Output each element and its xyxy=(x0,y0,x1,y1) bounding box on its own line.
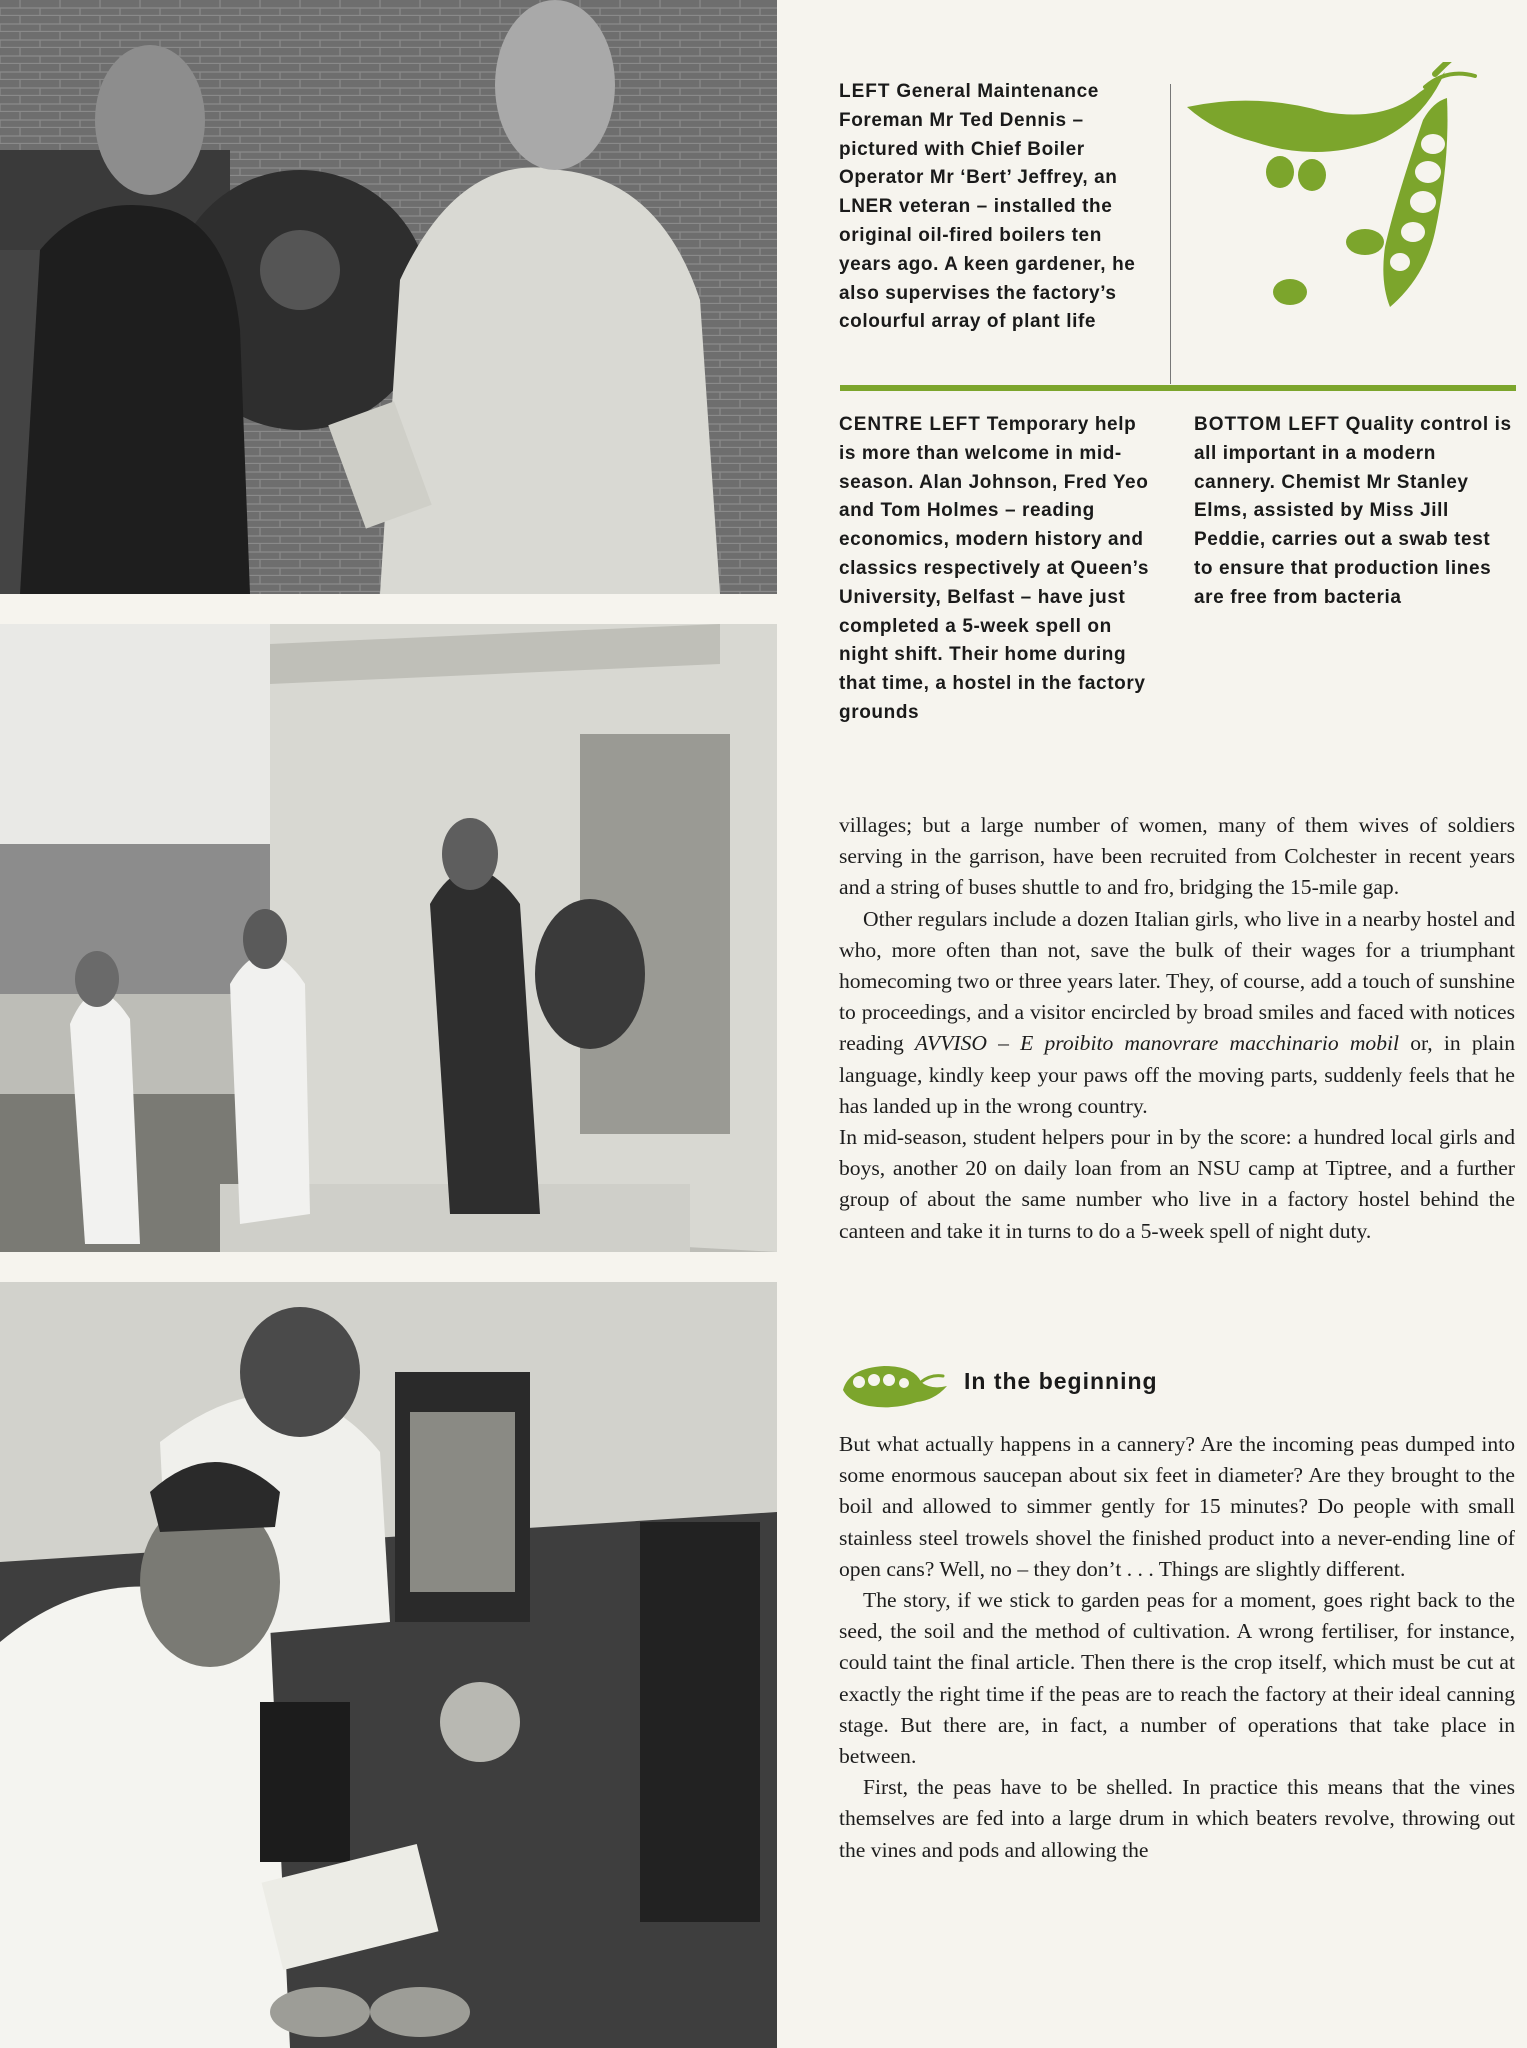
caption-left-lead: LEFT xyxy=(839,81,891,102)
paragraph: First, the peas have to be shelled. In practice this means that the vines themselves are fed into a large drum in which beaters revolve, throwing out the vines and pods and allowing the xyxy=(839,1775,1515,1862)
section-heading xyxy=(839,1360,1339,1412)
caption-centre-lead: CENTRE LEFT xyxy=(839,414,981,435)
pea-pod-icon xyxy=(1185,62,1505,312)
photo-quality-control-lab xyxy=(0,1282,777,2048)
paragraph-text: or, in plain language, kindly keep your paws off the moving parts, suddenly feels that he has landed up in the wrong country. xyxy=(839,1031,1515,1118)
article-body-lower xyxy=(839,1429,1515,1866)
paragraph: The story, if we stick to garden peas for a moment, goes right back to the seed, the soil and the method of cultivation. A wrong fertiliser, for instance, could taint the final article. Then there is the crop itself, which must be cut at exactly the right time if the peas are to reach the factory at their ideal canning stage. But there are, in fact, a number of operations that take place in between. xyxy=(839,1588,1515,1769)
green-divider xyxy=(840,385,1516,391)
paragraph: In mid-season, student helpers pour in by the score: a hundred local girls and boys, another 20 on daily loan from an NSU camp at Tiptree, and a further group of about the same number who live in a factory hostel behind the canteen and take it in turns to do a 5-week spell of night duty. xyxy=(839,1125,1515,1243)
caption-centre-left xyxy=(839,411,1159,728)
caption-bottom-left xyxy=(1194,411,1514,613)
paragraph xyxy=(839,904,1515,1122)
caption-left xyxy=(839,78,1159,337)
caption-bottom-lead: BOTTOM LEFT xyxy=(1194,414,1340,435)
vertical-divider xyxy=(1170,84,1171,384)
caption-left-text: General Maintenance Foreman Mr Ted Dennis – pictured with Chief Boiler Operator Mr ‘Bert’ Jeffrey, an LNER veteran – installed the original oil-fired boilers ten years ago. A keen gardener, he also supervises the factory’s colourful array of plant life xyxy=(839,81,1136,333)
section-title: In the beginning xyxy=(964,1368,1158,1394)
caption-centre-text: Temporary help is more than welcome in mid-season. Alan Johnson, Fred Yeo and Tom Holmes – reading economics, modern history and classics respectively at Queen’s University, Belfast – have just completed a 5-week spell on night shift. Their home during that time, a hostel in the factory grounds xyxy=(839,414,1150,723)
photo-student-helpers xyxy=(0,624,777,1252)
photo-maintenance-foremen xyxy=(0,0,777,594)
article-body-upper xyxy=(839,810,1515,1247)
italic-notice: AVVISO – E proibito manovrare macchinario mobil xyxy=(914,1031,1400,1056)
paragraph-text: Other regulars include a dozen Italian girls, who live in a nearby hostel and who, more often than not, save the bulk of their wages for a triumphant homecoming two or three years later. They, of course, add a touch of sunshine to proceedings, and a visitor encircled by broad smiles and faced with notices reading xyxy=(839,906,1515,1056)
pea-pod-icon xyxy=(839,1360,949,1412)
caption-bottom-text: Quality control is all important in a modern cannery. Chemist Mr Stanley Elms, assisted by Miss Jill Peddie, carries out a swab test to ensure that production lines are free from bacteria xyxy=(1194,414,1512,608)
paragraph: But what actually happens in a cannery? Are the incoming peas dumped into some enormous saucepan about six feet in diameter? Are they brought to the boil and allowed to simmer gently for 15 minutes? Do people with small stainless steel trowels shovel the finished product into a never-ending line of open cans? Well, no – they don’t . . . Things are slightly different. xyxy=(839,1432,1515,1581)
paragraph: villages; but a large number of women, many of them wives of soldiers serving in the garrison, have been recruited from Colchester in recent years and a string of buses shuttle to and fro, bridging the 15-mile gap. xyxy=(839,813,1515,900)
